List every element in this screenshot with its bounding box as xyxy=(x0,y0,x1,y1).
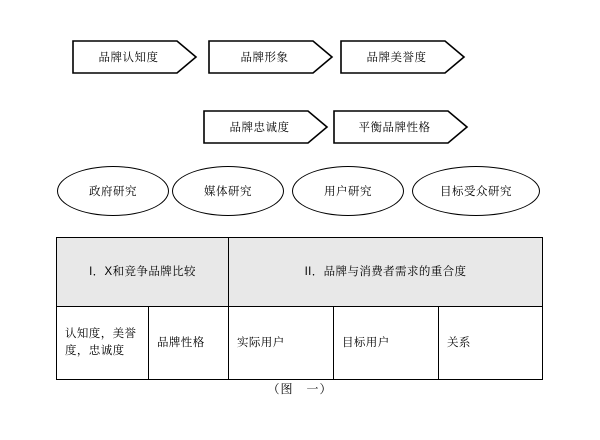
arrow-label: 品牌认知度 xyxy=(98,52,159,64)
table-cell-awareness-reputation-loyalty: 认知度，美誉度，忠诚度 xyxy=(57,307,149,380)
table-header-row xyxy=(57,238,543,307)
comparison-table xyxy=(56,237,543,380)
arrow-label: 品牌形象 xyxy=(240,52,289,64)
table-cell-target-users: 目标用户 xyxy=(334,307,439,380)
table-header-cell-overlap: II．品牌与消费者需求的重合度 xyxy=(229,238,543,307)
arrow-balanced-brand-character xyxy=(333,110,468,144)
arrow-label: 品牌忠诚度 xyxy=(229,122,290,134)
ellipse-label: 用户研究 xyxy=(324,186,372,198)
ellipse-label: 媒体研究 xyxy=(204,186,252,198)
arrow-brand-reputation xyxy=(340,40,465,74)
table-cell-relationship: 关系 xyxy=(439,307,543,380)
arrow-brand-awareness xyxy=(72,40,197,74)
table-header-cell-comparison: I．X和竞争品牌比较 xyxy=(57,238,229,307)
arrow-label: 品牌美誉度 xyxy=(366,52,427,64)
table-row xyxy=(57,307,543,380)
arrow-brand-loyalty xyxy=(203,110,328,144)
figure-caption: （图 一） xyxy=(267,382,333,396)
ellipse-media-research xyxy=(172,166,284,216)
arrow-brand-image xyxy=(208,40,333,74)
ellipse-label: 政府研究 xyxy=(89,186,137,198)
table-cell-actual-users: 实际用户 xyxy=(229,307,334,380)
arrow-label: 平衡品牌性格 xyxy=(358,122,431,134)
ellipse-user-research xyxy=(292,166,404,216)
ellipse-target-audience-research xyxy=(412,166,540,216)
ellipse-label: 目标受众研究 xyxy=(440,186,512,198)
ellipse-government-research xyxy=(57,166,169,216)
table-cell-brand-character: 品牌性格 xyxy=(149,307,229,380)
